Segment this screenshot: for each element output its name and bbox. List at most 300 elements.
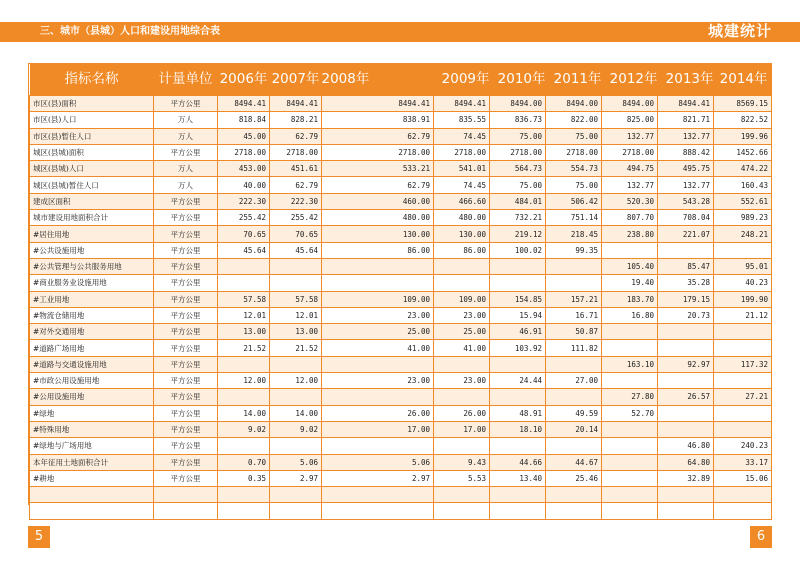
- value-cell: [270, 389, 322, 405]
- table-row: [30, 226, 772, 242]
- value-cell: 157.21: [546, 291, 602, 307]
- value-cell: 75.00: [490, 177, 546, 193]
- value-cell: [714, 340, 772, 356]
- value-cell: [658, 373, 714, 389]
- value-cell: 218.45: [546, 226, 602, 242]
- value-cell: 57.58: [270, 291, 322, 307]
- value-cell: 8494.41: [658, 96, 714, 112]
- indicator-name-cell: #市政公用设施用地: [30, 373, 154, 389]
- value-cell: [490, 503, 546, 519]
- table-row: [30, 421, 772, 437]
- value-cell: [602, 470, 658, 486]
- indicator-name-cell: #商业服务业设施用地: [30, 275, 154, 291]
- table-row: [30, 454, 772, 470]
- value-cell: 0.35: [218, 470, 270, 486]
- value-cell: [602, 421, 658, 437]
- value-cell: 62.79: [322, 128, 434, 144]
- value-cell: 23.00: [434, 373, 490, 389]
- value-cell: 248.21: [714, 226, 772, 242]
- value-cell: 48.91: [490, 405, 546, 421]
- value-cell: 2718.00: [434, 144, 490, 160]
- value-cell: 12.00: [270, 373, 322, 389]
- value-cell: 179.15: [658, 291, 714, 307]
- data-table: [29, 64, 772, 520]
- value-cell: 255.42: [270, 210, 322, 226]
- indicator-name-cell: 建成区面积: [30, 193, 154, 209]
- table-row: [30, 258, 772, 274]
- indicator-name-cell: 城市建设用地面积合计: [30, 210, 154, 226]
- column-header: 2009年: [434, 64, 490, 96]
- value-cell: 20.73: [658, 307, 714, 323]
- value-cell: 50.87: [546, 324, 602, 340]
- value-cell: 466.60: [434, 193, 490, 209]
- unit-cell: 平方公里: [154, 291, 218, 307]
- table-row: [30, 177, 772, 193]
- table-row: [30, 210, 772, 226]
- table-row: [30, 193, 772, 209]
- value-cell: 732.21: [490, 210, 546, 226]
- value-cell: [602, 454, 658, 470]
- indicator-name-cell: 市区(县)暂住人口: [30, 128, 154, 144]
- value-cell: 163.10: [602, 356, 658, 372]
- indicator-name-cell: #物流仓储用地: [30, 307, 154, 323]
- value-cell: [546, 503, 602, 519]
- unit-cell: 平方公里: [154, 242, 218, 258]
- unit-cell: 平方公里: [154, 389, 218, 405]
- value-cell: [322, 487, 434, 503]
- value-cell: [322, 438, 434, 454]
- value-cell: 26.00: [322, 405, 434, 421]
- unit-cell: 万人: [154, 161, 218, 177]
- value-cell: [490, 487, 546, 503]
- value-cell: [322, 275, 434, 291]
- table-row: [30, 340, 772, 356]
- value-cell: 460.00: [322, 193, 434, 209]
- value-cell: [602, 373, 658, 389]
- value-cell: 64.80: [658, 454, 714, 470]
- unit-cell: 平方公里: [154, 454, 218, 470]
- table-row: [30, 405, 772, 421]
- value-cell: 75.00: [546, 128, 602, 144]
- value-cell: 62.79: [270, 128, 322, 144]
- value-cell: 21.52: [218, 340, 270, 356]
- value-cell: 2.97: [322, 470, 434, 486]
- indicator-name-cell: #道路与交通设施用地: [30, 356, 154, 372]
- column-header: 2006年: [218, 64, 270, 96]
- unit-cell: 平方公里: [154, 275, 218, 291]
- value-cell: 836.73: [490, 112, 546, 128]
- value-cell: 23.00: [322, 373, 434, 389]
- value-cell: 2718.00: [270, 144, 322, 160]
- table-row: [30, 242, 772, 258]
- table-row: [30, 503, 772, 519]
- value-cell: [714, 487, 772, 503]
- value-cell: 18.10: [490, 421, 546, 437]
- value-cell: 132.77: [658, 177, 714, 193]
- value-cell: 27.00: [546, 373, 602, 389]
- value-cell: [714, 421, 772, 437]
- value-cell: [218, 487, 270, 503]
- value-cell: 27.80: [602, 389, 658, 405]
- value-cell: [490, 389, 546, 405]
- unit-cell: 平方公里: [154, 438, 218, 454]
- column-header: 2008年: [322, 64, 434, 96]
- table-row: [30, 373, 772, 389]
- table-row: [30, 96, 772, 112]
- value-cell: 8569.15: [714, 96, 772, 112]
- unit-cell: 平方公里: [154, 226, 218, 242]
- value-cell: 24.44: [490, 373, 546, 389]
- value-cell: 86.00: [322, 242, 434, 258]
- value-cell: 238.80: [602, 226, 658, 242]
- value-cell: 15.94: [490, 307, 546, 323]
- page-number-right: 6: [750, 526, 772, 548]
- value-cell: [546, 438, 602, 454]
- indicator-name-cell: 城区(县城)人口: [30, 161, 154, 177]
- value-cell: 17.00: [322, 421, 434, 437]
- indicator-name-cell: 城区(县城)暂住人口: [30, 177, 154, 193]
- column-header: 2007年: [270, 64, 322, 96]
- column-header: 2011年: [546, 64, 602, 96]
- value-cell: 70.65: [218, 226, 270, 242]
- unit-cell: [154, 503, 218, 519]
- value-cell: 821.71: [658, 112, 714, 128]
- value-cell: 822.52: [714, 112, 772, 128]
- value-cell: 9.02: [218, 421, 270, 437]
- value-cell: [546, 275, 602, 291]
- value-cell: [658, 340, 714, 356]
- value-cell: [322, 389, 434, 405]
- value-cell: [270, 487, 322, 503]
- value-cell: [714, 373, 772, 389]
- value-cell: 45.64: [218, 242, 270, 258]
- value-cell: [546, 389, 602, 405]
- value-cell: 35.28: [658, 275, 714, 291]
- column-header: 计量单位: [154, 64, 218, 96]
- value-cell: 221.07: [658, 226, 714, 242]
- value-cell: [434, 438, 490, 454]
- value-cell: 117.32: [714, 356, 772, 372]
- value-cell: 52.70: [602, 405, 658, 421]
- value-cell: 13.00: [218, 324, 270, 340]
- value-cell: 62.79: [270, 177, 322, 193]
- table-header-row: [30, 64, 772, 96]
- value-cell: 26.57: [658, 389, 714, 405]
- value-cell: [434, 275, 490, 291]
- value-cell: 25.00: [322, 324, 434, 340]
- value-cell: 17.00: [434, 421, 490, 437]
- value-cell: [658, 324, 714, 340]
- value-cell: 2718.00: [602, 144, 658, 160]
- value-cell: 494.75: [602, 161, 658, 177]
- value-cell: 12.01: [270, 307, 322, 323]
- column-header: 2010年: [490, 64, 546, 96]
- unit-cell: [154, 487, 218, 503]
- value-cell: 888.42: [658, 144, 714, 160]
- value-cell: 543.28: [658, 193, 714, 209]
- value-cell: [658, 487, 714, 503]
- indicator-name-cell: #工业用地: [30, 291, 154, 307]
- value-cell: 8494.00: [490, 96, 546, 112]
- value-cell: 708.04: [658, 210, 714, 226]
- indicator-name-cell: [30, 503, 154, 519]
- value-cell: 100.02: [490, 242, 546, 258]
- value-cell: 506.42: [546, 193, 602, 209]
- value-cell: [714, 324, 772, 340]
- unit-cell: 平方公里: [154, 307, 218, 323]
- indicator-name-cell: #公共管理与公共服务用地: [30, 258, 154, 274]
- value-cell: [490, 275, 546, 291]
- value-cell: 33.17: [714, 454, 772, 470]
- value-cell: [270, 275, 322, 291]
- value-cell: 41.00: [434, 340, 490, 356]
- value-cell: 255.42: [218, 210, 270, 226]
- value-cell: [434, 389, 490, 405]
- unit-cell: 平方公里: [154, 96, 218, 112]
- unit-cell: 万人: [154, 177, 218, 193]
- unit-cell: 平方公里: [154, 373, 218, 389]
- value-cell: 70.65: [270, 226, 322, 242]
- indicator-name-cell: 市区(县)面积: [30, 96, 154, 112]
- value-cell: [270, 438, 322, 454]
- value-cell: 132.77: [602, 128, 658, 144]
- value-cell: 13.40: [490, 470, 546, 486]
- value-cell: 160.43: [714, 177, 772, 193]
- value-cell: 240.23: [714, 438, 772, 454]
- value-cell: 8494.00: [546, 96, 602, 112]
- value-cell: 14.00: [218, 405, 270, 421]
- value-cell: 23.00: [434, 307, 490, 323]
- value-cell: 818.84: [218, 112, 270, 128]
- value-cell: 21.52: [270, 340, 322, 356]
- value-cell: 8494.41: [322, 96, 434, 112]
- value-cell: [602, 242, 658, 258]
- value-cell: [658, 503, 714, 519]
- value-cell: [490, 438, 546, 454]
- value-cell: 74.45: [434, 128, 490, 144]
- column-header: 2014年: [714, 64, 772, 96]
- value-cell: 8494.00: [602, 96, 658, 112]
- indicator-name-cell: #绿地: [30, 405, 154, 421]
- table-row: [30, 291, 772, 307]
- value-cell: 2718.00: [322, 144, 434, 160]
- value-cell: [658, 405, 714, 421]
- value-cell: 835.55: [434, 112, 490, 128]
- value-cell: 23.00: [322, 307, 434, 323]
- value-cell: 85.47: [658, 258, 714, 274]
- indicator-name-cell: #公用设施用地: [30, 389, 154, 405]
- value-cell: [546, 356, 602, 372]
- value-cell: 45.64: [270, 242, 322, 258]
- value-cell: 2.97: [270, 470, 322, 486]
- value-cell: 5.06: [322, 454, 434, 470]
- value-cell: 484.01: [490, 193, 546, 209]
- value-cell: 25.46: [546, 470, 602, 486]
- value-cell: 13.00: [270, 324, 322, 340]
- value-cell: 453.00: [218, 161, 270, 177]
- value-cell: 46.80: [658, 438, 714, 454]
- value-cell: [322, 503, 434, 519]
- page-number-left: 5: [28, 526, 50, 548]
- value-cell: 12.01: [218, 307, 270, 323]
- value-cell: 520.30: [602, 193, 658, 209]
- indicator-name-cell: #耕地: [30, 470, 154, 486]
- value-cell: 480.00: [322, 210, 434, 226]
- value-cell: 92.97: [658, 356, 714, 372]
- value-cell: 828.21: [270, 112, 322, 128]
- value-cell: [270, 503, 322, 519]
- value-cell: 199.90: [714, 291, 772, 307]
- value-cell: 46.91: [490, 324, 546, 340]
- value-cell: 807.70: [602, 210, 658, 226]
- value-cell: 20.14: [546, 421, 602, 437]
- indicator-name-cell: #特殊用地: [30, 421, 154, 437]
- value-cell: [434, 487, 490, 503]
- value-cell: [218, 258, 270, 274]
- value-cell: 8494.41: [434, 96, 490, 112]
- value-cell: 130.00: [434, 226, 490, 242]
- value-cell: [490, 258, 546, 274]
- value-cell: [270, 356, 322, 372]
- indicator-name-cell: #道路广场用地: [30, 340, 154, 356]
- indicator-name-cell: #公共设施用地: [30, 242, 154, 258]
- value-cell: 130.00: [322, 226, 434, 242]
- value-cell: 751.14: [546, 210, 602, 226]
- value-cell: [434, 356, 490, 372]
- value-cell: 44.66: [490, 454, 546, 470]
- value-cell: 451.61: [270, 161, 322, 177]
- top-header-bar: [0, 22, 800, 42]
- indicator-name-cell: #绿地与广场用地: [30, 438, 154, 454]
- value-cell: 564.73: [490, 161, 546, 177]
- value-cell: 75.00: [546, 177, 602, 193]
- value-cell: [714, 242, 772, 258]
- value-cell: 5.53: [434, 470, 490, 486]
- column-header: 2012年: [602, 64, 658, 96]
- value-cell: 45.00: [218, 128, 270, 144]
- value-cell: 5.06: [270, 454, 322, 470]
- value-cell: 2718.00: [546, 144, 602, 160]
- value-cell: 57.58: [218, 291, 270, 307]
- value-cell: 41.00: [322, 340, 434, 356]
- unit-cell: 平方公里: [154, 405, 218, 421]
- value-cell: [218, 275, 270, 291]
- value-cell: 16.80: [602, 307, 658, 323]
- indicator-name-cell: [30, 487, 154, 503]
- value-cell: 2718.00: [218, 144, 270, 160]
- unit-cell: 平方公里: [154, 340, 218, 356]
- value-cell: 989.23: [714, 210, 772, 226]
- value-cell: 86.00: [434, 242, 490, 258]
- table-row: [30, 307, 772, 323]
- indicator-name-cell: 市区(县)人口: [30, 112, 154, 128]
- value-cell: [658, 242, 714, 258]
- value-cell: 74.45: [434, 177, 490, 193]
- value-cell: 16.71: [546, 307, 602, 323]
- value-cell: 474.22: [714, 161, 772, 177]
- value-cell: 105.40: [602, 258, 658, 274]
- table-row: [30, 389, 772, 405]
- table-row: [30, 356, 772, 372]
- value-cell: 0.70: [218, 454, 270, 470]
- unit-cell: 万人: [154, 128, 218, 144]
- table-row: [30, 128, 772, 144]
- value-cell: 825.00: [602, 112, 658, 128]
- value-cell: 541.01: [434, 161, 490, 177]
- value-cell: 62.79: [322, 177, 434, 193]
- value-cell: [218, 503, 270, 519]
- value-cell: 95.01: [714, 258, 772, 274]
- value-cell: [490, 356, 546, 372]
- value-cell: 1452.66: [714, 144, 772, 160]
- page-title: 三、城市（县城）人口和建设用地综合表: [40, 26, 220, 37]
- unit-cell: 平方公里: [154, 356, 218, 372]
- unit-cell: 平方公里: [154, 421, 218, 437]
- value-cell: 533.21: [322, 161, 434, 177]
- value-cell: 495.75: [658, 161, 714, 177]
- value-cell: 132.77: [658, 128, 714, 144]
- value-cell: [434, 503, 490, 519]
- value-cell: 27.21: [714, 389, 772, 405]
- value-cell: 99.35: [546, 242, 602, 258]
- value-cell: 26.00: [434, 405, 490, 421]
- value-cell: [602, 503, 658, 519]
- value-cell: [658, 421, 714, 437]
- value-cell: [602, 340, 658, 356]
- value-cell: 19.40: [602, 275, 658, 291]
- value-cell: 8494.41: [218, 96, 270, 112]
- column-header: 指标名称: [30, 64, 154, 96]
- indicator-name-cell: 城区(县城)面积: [30, 144, 154, 160]
- value-cell: 14.00: [270, 405, 322, 421]
- unit-cell: 万人: [154, 112, 218, 128]
- value-cell: 9.02: [270, 421, 322, 437]
- value-cell: 25.00: [434, 324, 490, 340]
- value-cell: [322, 356, 434, 372]
- table-row: [30, 144, 772, 160]
- value-cell: 40.00: [218, 177, 270, 193]
- value-cell: 822.00: [546, 112, 602, 128]
- value-cell: 199.96: [714, 128, 772, 144]
- value-cell: 15.06: [714, 470, 772, 486]
- value-cell: [434, 258, 490, 274]
- value-cell: 2718.00: [490, 144, 546, 160]
- value-cell: 32.89: [658, 470, 714, 486]
- value-cell: 109.00: [434, 291, 490, 307]
- value-cell: 154.85: [490, 291, 546, 307]
- table-row: [30, 275, 772, 291]
- value-cell: 219.12: [490, 226, 546, 242]
- brand-label: 城建统计: [707, 22, 772, 40]
- column-header: 2013年: [658, 64, 714, 96]
- value-cell: 9.43: [434, 454, 490, 470]
- value-cell: 183.70: [602, 291, 658, 307]
- unit-cell: 平方公里: [154, 470, 218, 486]
- value-cell: [714, 503, 772, 519]
- value-cell: [322, 258, 434, 274]
- value-cell: 222.30: [218, 193, 270, 209]
- value-cell: [602, 487, 658, 503]
- unit-cell: 平方公里: [154, 144, 218, 160]
- value-cell: 103.92: [490, 340, 546, 356]
- value-cell: 111.82: [546, 340, 602, 356]
- value-cell: 554.73: [546, 161, 602, 177]
- value-cell: [546, 258, 602, 274]
- value-cell: 838.91: [322, 112, 434, 128]
- table-row: [30, 112, 772, 128]
- value-cell: [602, 438, 658, 454]
- value-cell: 480.00: [434, 210, 490, 226]
